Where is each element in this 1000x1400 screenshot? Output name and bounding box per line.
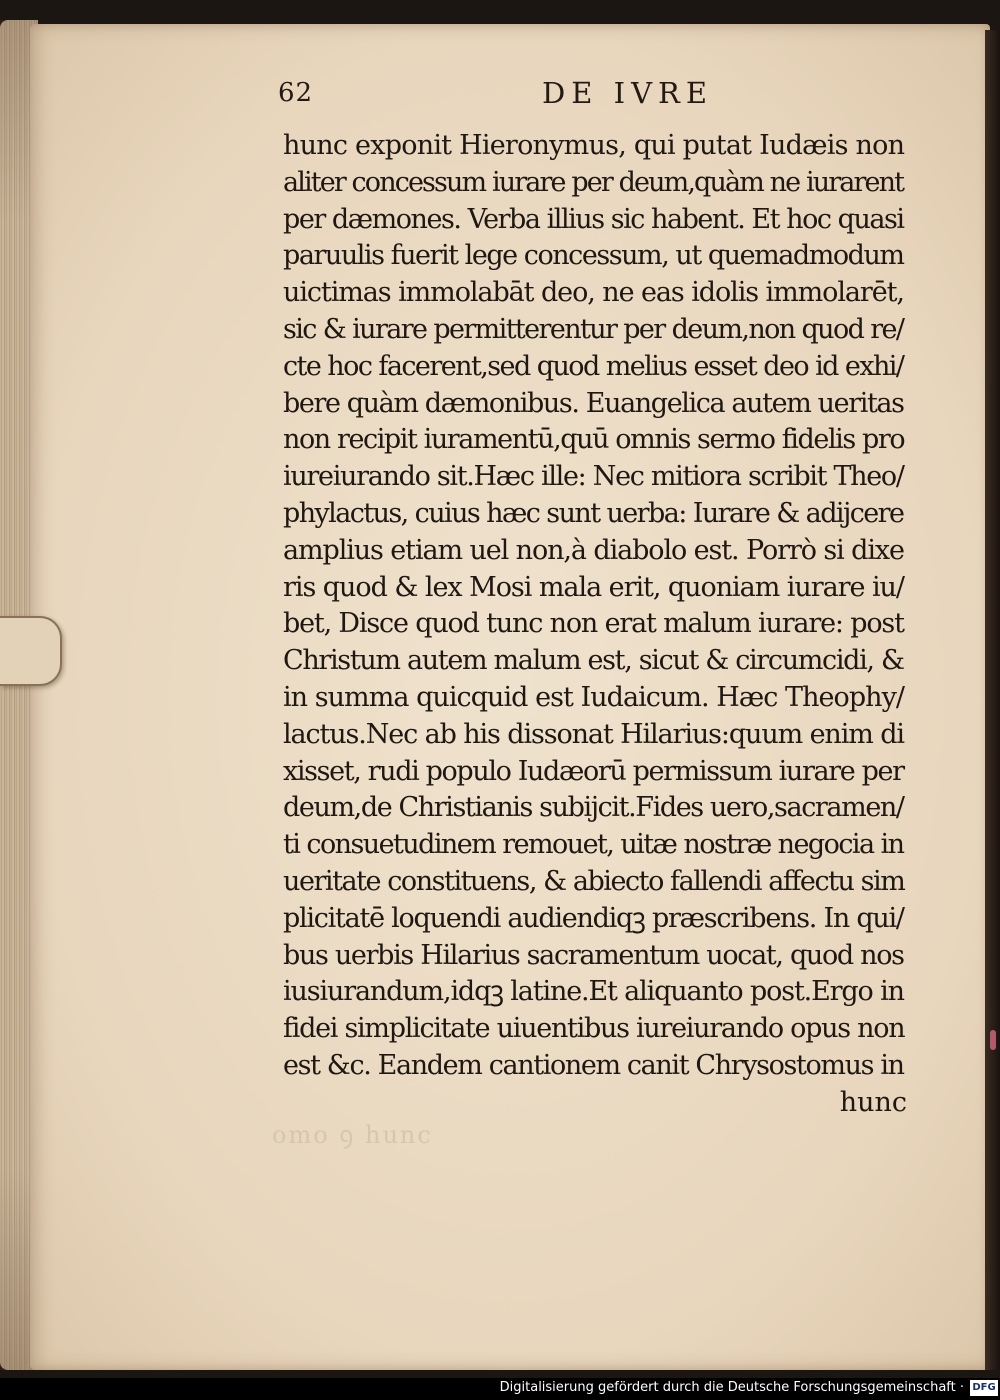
text-line: in summa quicquid est Iudaicum. Hæc Theophy/ <box>283 681 905 713</box>
catchword: hunc <box>839 1086 907 1118</box>
book-gutter-shadow <box>985 30 1000 1370</box>
page-stain <box>990 1030 996 1050</box>
text-line: amplius etiam uel non,à diabolo est. Porrò si dixe <box>283 534 904 566</box>
running-head: DE IVRE <box>542 76 714 110</box>
dfg-logo: DFG <box>970 1380 998 1396</box>
text-line: ris quod & lex Mosi mala erit, quoniam iurare iu/ <box>283 571 904 603</box>
page-number: 62 <box>278 78 314 108</box>
digitization-credit-text: Digitalisierung gefördert durch die Deutsche Forschungsgemeinschaft · <box>499 1380 964 1395</box>
page-clip-tab <box>0 616 62 686</box>
text-line: paruulis fuerit lege concessum, ut quemadmodum <box>283 240 904 272</box>
digitization-credit-bar <box>0 1378 1000 1400</box>
text-line: phylactus, cuius hæc sunt uerba: Iurare & adijcere <box>283 497 904 529</box>
text-line: plicitatē loquendi audiendiqꝫ præscribens. In qui/ <box>283 902 904 934</box>
text-line: fidei simplicitate uiuentibus iureiurando opus non <box>283 1013 905 1045</box>
text-line: lactus.Nec ab his dissonat Hilarius:quum enim di <box>283 718 904 750</box>
bleed-through-text: omo ꝯ hunc <box>272 1121 433 1149</box>
text-line: hunc exponit Hieronymus, qui putat Iudæis non <box>283 130 905 161</box>
text-line: iusiurandum,idqꝫ latine.Et aliquanto post.Ergo in <box>283 976 904 1008</box>
text-line: est &c. Eandem cantionem canit Chrysostomus in <box>283 1049 904 1081</box>
text-line: per dæmones. Verba illius sic habent. Et hoc quasi <box>283 203 904 235</box>
text-line: cte hoc facerent,sed quod melius esset deo id exhi/ <box>283 350 904 382</box>
text-line: deum,de Christianis subijcit.Fides uero,sacramen/ <box>283 792 904 824</box>
text-line: non recipit iuramentū,quū omnis sermo fidelis pro <box>283 424 905 456</box>
page-header <box>278 76 718 116</box>
text-line: sic & iurare permitterentur per deum,non quod re/ <box>283 313 904 345</box>
text-line: ueritate constituens, & abiecto fallendi affectu sim <box>283 865 905 897</box>
text-line: bet, Disce quod tunc non erat malum iurare: post <box>283 608 904 640</box>
text-line: iureiurando sit.Hæc ille: Nec mitiora scribit Theo/ <box>283 461 904 493</box>
text-line: Christum autem malum est, sicut & circumcidi, & <box>283 645 904 677</box>
text-line: bere quàm dæmonibus. Euangelica autem ueritas <box>283 387 904 419</box>
text-line: bus uerbis Hilarius sacramentum uocat, quod nos <box>283 939 904 971</box>
text-line: ti consuetudinem remouet, uitæ nostræ negocia in <box>283 829 904 861</box>
body-text-block <box>283 128 913 1122</box>
text-line: xisset, rudi populo Iudæorū permissum iurare per <box>283 755 904 787</box>
text-line: uictimas immolabāt deo, ne eas idolis immolarēt, <box>283 277 904 309</box>
text-line: aliter concessum iurare per deum,quàm ne iurarent <box>283 166 904 198</box>
